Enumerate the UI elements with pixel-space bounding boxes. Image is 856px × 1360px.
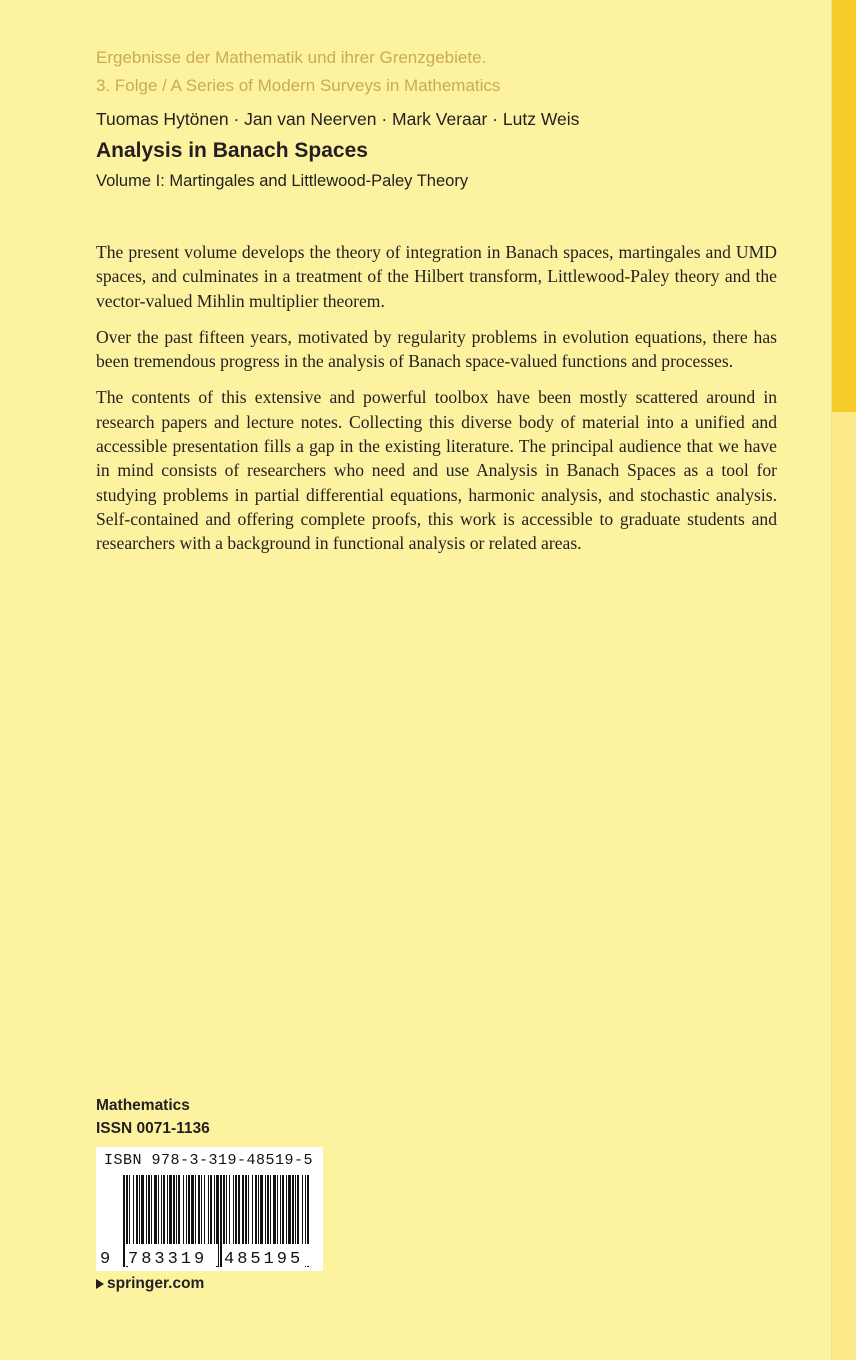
barcode-bar (201, 1175, 202, 1245)
blurb-paragraph-1: The present volume develops the theory of integration in Banach spaces, martingales and UMD spaces, and culminates in a treatment of the Hilbert transform, Littlewood-Paley theory and the vector-valued Mihlin multiplier theorem. (96, 242, 777, 311)
barcode-bar (163, 1175, 165, 1245)
barcode (96, 1147, 323, 1271)
barcode-bar (151, 1175, 152, 1245)
barcode-bar (223, 1175, 225, 1245)
blurb-paragraph-3: The contents of this extensive and powerful toolbox have been mostly scattered around in research papers and lecture notes. Collecting this diverse body of material into a unified and accessible presentation fills a gap in the existing literature. The principal audience that we have in mind consists of researchers who need and use Analysis in Banach Spaces as a tool for studying problems in partial differential equations, harmonic analysis, and stochastic analysis. Self-contained and offering complete proofs, this work is accessible to graduate students and researchers with a background in functional analysis or related areas. (96, 387, 777, 554)
blurb (96, 240, 777, 568)
barcode-bar (208, 1175, 209, 1245)
barcode-bar (282, 1175, 284, 1245)
publisher-url[interactable]: springer.com (107, 1275, 205, 1292)
barcode-bar (204, 1175, 205, 1245)
barcode-bar (288, 1175, 291, 1245)
barcode-bar (141, 1175, 144, 1245)
barcode-bar (292, 1175, 294, 1245)
subject-label: Mathematics (96, 1097, 190, 1114)
barcode-bar (133, 1175, 134, 1245)
subject-block (96, 1094, 210, 1140)
book-subtitle: Volume I: Martingales and Littlewood-Paley Theory (96, 172, 469, 190)
barcode-bar (277, 1175, 278, 1245)
barcode-bar (267, 1175, 269, 1245)
barcode-bar (198, 1175, 200, 1245)
series-line-2: 3. Folge / A Series of Modern Surveys in Mathematics (96, 76, 501, 95)
barcode-bar (280, 1175, 281, 1245)
barcode-bar (302, 1175, 303, 1245)
barcode-bar (252, 1175, 253, 1245)
barcode-bar (148, 1175, 150, 1245)
barcode-bar (260, 1175, 263, 1245)
series-name (96, 44, 796, 100)
barcode-digits-right: 485195 (224, 1250, 304, 1269)
barcode-bar (214, 1175, 215, 1245)
barcode-bar (169, 1175, 172, 1245)
barcode-bar (242, 1175, 244, 1245)
isbn-label: ISBN 978-3-319-48519-5 (104, 1152, 314, 1169)
barcode-bar (188, 1175, 190, 1245)
series-line-1: Ergebnisse der Mathematik und ihrer Grenzgebiete. (96, 48, 487, 67)
spine-accent-band (832, 0, 856, 412)
spine-edge (831, 0, 832, 1360)
barcode-bar (245, 1175, 247, 1245)
barcode-bar (154, 1175, 157, 1245)
barcode-bar (233, 1175, 234, 1245)
barcode-bar (158, 1175, 159, 1245)
barcode-digits-left: 783319 (128, 1250, 208, 1269)
barcode-bar (229, 1175, 230, 1245)
arrow-right-icon (96, 1279, 104, 1289)
barcode-bar (297, 1175, 299, 1245)
blurb-paragraph-2: Over the past fifteen years, motivated by regularity problems in evolution equations, there has been tremendous progress in the analysis of Banach space-valued functions and processes. (96, 326, 777, 372)
barcode-bar (176, 1175, 177, 1245)
barcode-bar (286, 1175, 287, 1245)
barcode-bar (178, 1175, 180, 1245)
barcode-bar (258, 1175, 259, 1245)
barcode-bar (255, 1175, 257, 1245)
publisher-link[interactable] (96, 1275, 204, 1293)
barcode-bar (191, 1175, 194, 1245)
barcode-bar (139, 1175, 140, 1245)
barcode-bar (238, 1175, 240, 1245)
barcode-bar (210, 1175, 212, 1245)
barcode-bar (220, 1175, 222, 1267)
barcode-bar (226, 1175, 227, 1245)
barcode-bar (248, 1175, 249, 1245)
barcode-bar (186, 1175, 187, 1245)
authors: Tuomas Hytönen · Jan van Neerven · Mark Veraar · Lutz Weis (96, 109, 580, 129)
issn-label: ISSN 0071-1136 (96, 1120, 210, 1137)
barcode-bar (295, 1175, 296, 1245)
barcode-graphic (96, 1147, 323, 1271)
barcode-bar (265, 1175, 266, 1245)
barcode-bar (123, 1175, 125, 1267)
barcode-bar (161, 1175, 162, 1245)
barcode-bar (173, 1175, 175, 1245)
barcode-bar (129, 1175, 130, 1245)
barcode-bar (195, 1175, 196, 1245)
book-title: Analysis in Banach Spaces (96, 139, 368, 162)
barcode-bar (270, 1175, 271, 1245)
barcode-bar (146, 1175, 147, 1245)
barcode-bar (136, 1175, 138, 1245)
barcode-bar (273, 1175, 276, 1245)
barcode-bar (235, 1175, 237, 1245)
barcode-bar (183, 1175, 184, 1245)
barcode-bar (167, 1175, 168, 1245)
barcode-digit-lead: 9 (100, 1250, 111, 1269)
